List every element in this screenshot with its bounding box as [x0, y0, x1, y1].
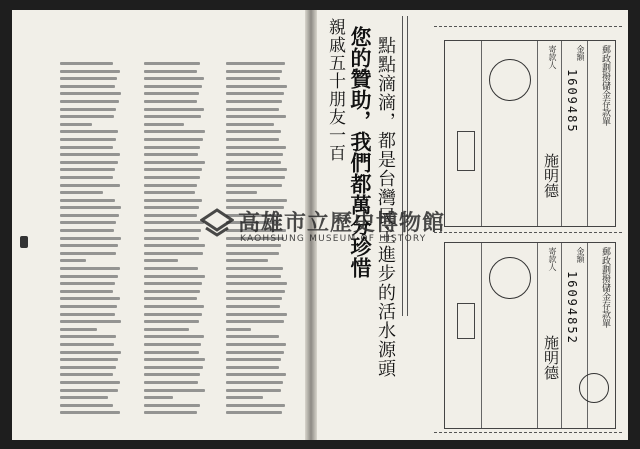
- text-line: [60, 229, 114, 232]
- article-column: [60, 62, 122, 422]
- text-line: [60, 411, 120, 414]
- text-line: [144, 70, 197, 73]
- article-column: [144, 62, 206, 422]
- text-line: [226, 411, 282, 414]
- text-line: [226, 282, 287, 285]
- text-line: [226, 381, 283, 384]
- text-line: [60, 358, 118, 361]
- text-line: [144, 343, 201, 346]
- postmark-circle: [489, 257, 531, 299]
- text-line: [144, 92, 199, 95]
- text-line: [226, 358, 281, 361]
- payer-label: 寄款人: [548, 247, 557, 271]
- text-line: [226, 123, 274, 126]
- text-line: [144, 320, 199, 323]
- text-line: [144, 229, 201, 232]
- text-line: [226, 389, 281, 392]
- text-line: [60, 366, 116, 369]
- text-line: [60, 275, 118, 278]
- text-line: [144, 267, 198, 270]
- text-line: [60, 396, 108, 399]
- account-name: 施明德: [542, 335, 560, 380]
- text-line: [60, 305, 117, 308]
- text-line: [226, 85, 287, 88]
- text-line: [60, 199, 115, 202]
- text-line: [144, 161, 205, 164]
- amount-label: 金額: [576, 247, 585, 263]
- text-line: [60, 328, 97, 331]
- text-line: [60, 221, 116, 224]
- text-line: [226, 161, 281, 164]
- text-line: [226, 320, 284, 323]
- title-line-1: 親戚五十朋友一百: [325, 18, 345, 162]
- text-line: [144, 351, 199, 354]
- text-line: [144, 366, 203, 369]
- text-line: [60, 290, 113, 293]
- magazine-spread: [12, 10, 628, 440]
- text-line: [144, 168, 202, 171]
- text-line: [226, 130, 281, 133]
- text-line: [60, 267, 120, 270]
- text-line: [226, 313, 287, 316]
- text-line: [60, 214, 119, 217]
- text-line: [144, 214, 197, 217]
- text-line: [226, 290, 285, 293]
- text-line: [144, 138, 203, 141]
- text-line: [144, 389, 205, 392]
- account-number: 1609485: [565, 69, 579, 134]
- text-line: [144, 252, 203, 255]
- form-box: [457, 131, 475, 171]
- text-line: [60, 320, 121, 323]
- text-line: [144, 77, 204, 80]
- text-line: [60, 115, 114, 118]
- text-line: [144, 206, 199, 209]
- text-line: [226, 176, 285, 179]
- text-line: [226, 404, 285, 407]
- text-line: [144, 335, 204, 338]
- text-line: [144, 184, 197, 187]
- payer-label: 寄款人: [548, 45, 557, 69]
- text-line: [226, 199, 287, 202]
- text-line: [144, 85, 202, 88]
- text-line: [144, 282, 202, 285]
- text-line: [60, 161, 118, 164]
- text-line: [226, 335, 279, 338]
- text-line: [60, 206, 121, 209]
- text-line: [60, 313, 115, 316]
- text-line: [144, 381, 198, 384]
- text-line: [144, 396, 173, 399]
- text-line: [144, 115, 201, 118]
- postal-deposit-form: [444, 40, 616, 227]
- text-line: [226, 267, 283, 270]
- text-line: [144, 275, 205, 278]
- text-line: [60, 130, 118, 133]
- text-line: [226, 259, 268, 262]
- text-line: [60, 184, 120, 187]
- museum-watermark: [200, 204, 500, 254]
- watermark-name-zh: 高雄市立歷史博物館: [238, 211, 446, 236]
- watermark-name-en: KAOHSIUNG MUSEUM OF HISTORY: [240, 234, 427, 244]
- text-line: [226, 305, 280, 308]
- text-line: [60, 85, 115, 88]
- postmark-circle: [579, 373, 609, 403]
- text-line: [144, 411, 197, 414]
- text-line: [144, 123, 184, 126]
- text-line: [226, 396, 263, 399]
- text-line: [144, 358, 205, 361]
- text-line: [144, 199, 202, 202]
- text-line: [226, 366, 279, 369]
- text-line: [226, 297, 282, 300]
- form-box: [457, 303, 475, 339]
- text-line: [60, 297, 120, 300]
- text-line: [144, 146, 200, 149]
- text-line: [144, 373, 200, 376]
- title-divider: [402, 16, 408, 316]
- text-line: [60, 343, 114, 346]
- text-line: [226, 351, 284, 354]
- text-line: [226, 138, 279, 141]
- text-line: [144, 221, 204, 224]
- text-line: [60, 252, 116, 255]
- text-line: [226, 373, 286, 376]
- text-line: [226, 100, 282, 103]
- text-line: [60, 191, 103, 194]
- text-line: [226, 92, 284, 95]
- account-name: 施明德: [542, 153, 560, 198]
- text-line: [226, 168, 287, 171]
- text-line: [60, 62, 113, 65]
- text-line: [226, 191, 257, 194]
- text-line: [226, 328, 251, 331]
- text-line: [60, 92, 121, 95]
- text-line: [60, 389, 118, 392]
- text-line: [60, 123, 92, 126]
- text-line: [60, 335, 116, 338]
- text-line: [60, 282, 115, 285]
- title-line-2: 您的贊助，我們都萬分珍惜: [348, 26, 373, 278]
- text-line: [60, 259, 86, 262]
- postmark-circle: [489, 59, 531, 101]
- text-line: [226, 62, 285, 65]
- text-line: [60, 351, 121, 354]
- text-line: [144, 290, 200, 293]
- text-line: [226, 184, 282, 187]
- text-line: [60, 146, 113, 149]
- postal-deposit-form: [444, 242, 616, 429]
- text-line: [144, 62, 200, 65]
- text-line: [226, 108, 279, 111]
- text-line: [60, 381, 120, 384]
- text-line: [226, 153, 283, 156]
- museum-logo-icon: [200, 208, 234, 242]
- text-line: [144, 244, 205, 247]
- text-line: [60, 404, 113, 407]
- text-line: [226, 275, 281, 278]
- text-line: [226, 70, 282, 73]
- form-header: 郵政劃撥儲金存款單: [600, 247, 610, 328]
- text-line: [226, 115, 286, 118]
- text-line: [144, 313, 202, 316]
- text-line: [144, 297, 197, 300]
- text-line: [60, 237, 121, 240]
- text-line: [60, 153, 120, 156]
- cut-line: [434, 26, 622, 27]
- text-line: [144, 100, 197, 103]
- text-line: [226, 77, 280, 80]
- text-line: [60, 373, 113, 376]
- text-line: [60, 108, 116, 111]
- text-line: [144, 108, 204, 111]
- text-line: [144, 191, 195, 194]
- text-line: [60, 77, 117, 80]
- text-line: [144, 130, 205, 133]
- text-line: [226, 146, 286, 149]
- text-line: [144, 153, 198, 156]
- text-line: [60, 176, 113, 179]
- text-line: [60, 100, 119, 103]
- text-line: [144, 328, 189, 331]
- text-line: [226, 343, 286, 346]
- text-line: [60, 70, 120, 73]
- amount-label: 金額: [576, 45, 585, 61]
- text-line: [144, 176, 200, 179]
- cut-line: [434, 432, 622, 433]
- text-line: [144, 237, 199, 240]
- page-number-mark: [20, 236, 28, 248]
- form-header: 郵政劃撥儲金存款單: [600, 45, 610, 126]
- account-number: 16094852: [565, 271, 579, 345]
- text-line: [60, 138, 116, 141]
- text-line: [144, 404, 200, 407]
- title-line-3: 點點滴滴，都是台灣民主進步的活水源頭: [375, 36, 396, 378]
- text-line: [60, 168, 115, 171]
- text-line: [60, 244, 118, 247]
- text-line: [144, 305, 204, 308]
- text-line: [144, 259, 178, 262]
